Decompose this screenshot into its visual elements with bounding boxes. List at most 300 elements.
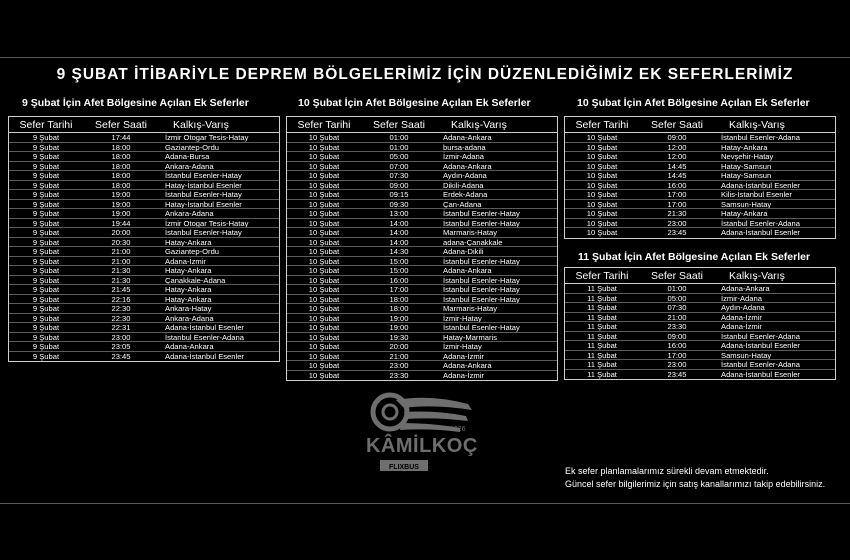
cell-route: İstanbul Esenler-Hatay [165,190,242,199]
cell-route: adana-Çanakkale [443,237,503,246]
cell-time: 19:00 [111,190,131,199]
cell-time: 14:30 [389,247,409,256]
cell-date: 9 Şubat [32,342,60,351]
table-row [287,314,557,324]
cell-date: 11 Şubat [587,303,617,312]
cell-time: 01:00 [389,142,409,152]
section-title-11-subat: 11 Şubat İçin Afet Bölgesine Açılan Ek Seferler [578,251,811,263]
header-time: Sefer Saati [651,270,703,282]
cell-time: 09:30 [389,199,409,209]
table-row [287,285,557,295]
table-row [565,228,835,238]
cell-route: Adana-İstanbul Esenler [165,323,244,332]
cell-date: 11 Şubat [587,360,617,369]
cell-time: 20:30 [111,237,131,247]
table-row [565,313,835,323]
cell-route: İzmir-Adana [443,152,484,161]
cell-date: 9 Şubat [32,323,60,332]
table-row [287,228,557,238]
cell-time: 05:00 [389,152,409,161]
cell-time: 23:45 [111,351,131,361]
cell-route: İstanbul Esenler-Adana [721,331,800,340]
cell-route: Adana-Dikili [443,247,484,256]
cell-route: İstanbul Esenler-Hatay [443,275,520,284]
cell-time: 17:00 [667,350,687,360]
cell-route: Adana-Ankara [165,342,214,351]
cell-date: 10 Şubat [308,304,340,313]
cell-route: Adana-İzmir [443,351,484,360]
cell-time: 21:00 [667,312,687,322]
cell-time: 22:30 [111,304,131,313]
cell-time: 23:00 [111,332,131,342]
cell-time: 14:45 [667,171,687,180]
cell-date: 10 Şubat [308,256,340,266]
table-header [565,268,835,284]
cell-date: 9 Şubat [32,256,60,266]
table-header [287,117,557,133]
cell-route: Aydın-Adana [443,171,487,180]
cell-time: 18:00 [111,171,131,180]
cell-date: 10 Şubat [308,228,340,237]
cell-date: 10 Şubat [586,133,618,142]
table-row [287,361,557,371]
cell-route: Adana-İzmir [721,322,762,331]
cell-date: 10 Şubat [308,218,340,228]
cell-time: 07:00 [389,161,409,171]
cell-date: 10 Şubat [308,161,340,171]
cell-route: Hatay-İstanbul Esenler [165,199,242,208]
cell-time: 07:30 [667,303,687,312]
table-row [287,276,557,286]
cell-date: 10 Şubat [308,171,340,180]
cell-date: 10 Şubat [586,199,618,209]
cell-date: 9 Şubat [32,142,60,152]
cell-route: İstanbul Esenler-Hatay [443,218,520,227]
cell-time: 21:00 [111,256,131,266]
cell-date: 10 Şubat [308,199,340,209]
table-row [287,190,557,200]
table-row [287,304,557,314]
cell-route: İstanbul Esenler-Hatay [443,323,520,332]
table-row [287,266,557,276]
section-title-9-subat: 9 Şubat İçin Afet Bölgesine Açılan Ek Seferler [22,97,249,109]
cell-date: 10 Şubat [586,161,618,171]
cell-route: Adana-Ankara [443,361,492,370]
cell-time: 19:30 [389,332,409,342]
cell-date: 10 Şubat [308,370,340,380]
cell-route: Dikili-Adana [443,180,484,189]
header-route: Kalkış-Varış [729,119,785,131]
cell-time: 07:30 [389,171,409,180]
table-header [9,117,279,133]
header-date: Sefer Tarihi [575,270,629,282]
table-row [565,152,835,162]
cell-time: 01:00 [389,133,409,142]
table-row [9,352,279,362]
table-row [565,303,835,313]
logo-year: 1926 [450,426,466,433]
table-header [565,117,835,133]
cell-date: 10 Şubat [308,237,340,247]
cell-route: İzmir-Adana [721,293,762,302]
cell-date: 9 Şubat [32,294,60,304]
table-row [9,171,279,181]
cell-time: 16:00 [667,341,687,350]
table-row [565,322,835,332]
cell-time: 23:45 [667,228,687,237]
cell-route: Gaziantep-Ordu [165,142,220,151]
table-row [9,133,279,143]
table-row [565,133,835,143]
cell-date: 10 Şubat [308,180,340,190]
cell-route: Adana-Ankara [721,284,770,293]
table-row [9,143,279,153]
table-row [9,247,279,257]
cell-route: Adana-Bursa [165,152,210,161]
cell-route: İstanbul Esenler-Adana [721,133,800,142]
note-line-2: Güncel sefer bilgilerimiz için satış kanallarımızı takip edebilirsiniz. [565,479,826,489]
cell-date: 10 Şubat [308,323,340,332]
cell-route: Çanakkale-Adana [165,275,226,284]
cell-route: Samsun-Hatay [721,199,772,208]
cell-route: Marmaris-Hatay [443,304,498,313]
cell-time: 14:45 [667,161,687,171]
cell-route: İstanbul Esenler-Adana [721,218,800,227]
cell-route: bursa-adana [443,142,486,151]
table-row [565,162,835,172]
table-row [287,162,557,172]
page-title: 9 ŞUBAT İTİBARİYLE DEPREM BÖLGELERİMİZ İÇİN DÜZENLEDİĞİMİZ EK SEFERLERİMİZ [56,66,794,83]
cell-route: İstanbul Esenler-Hatay [165,228,242,237]
table-row [9,238,279,248]
cell-route: Hatay-Ankara [165,266,212,275]
table-row [287,333,557,343]
table-row [287,247,557,257]
cell-time: 09:00 [389,180,409,190]
cell-route: İstanbul Esenler-Hatay [443,285,520,294]
cell-time: 21:45 [111,285,131,294]
cell-date: 10 Şubat [308,313,340,323]
table-row [287,209,557,219]
cell-date: 11 Şubat [587,341,617,350]
cell-date: 9 Şubat [32,247,60,256]
cell-time: 17:00 [389,285,409,294]
table-row [9,342,279,352]
cell-time: 18:00 [111,142,131,152]
cell-time: 19:00 [389,313,409,323]
cell-time: 17:00 [667,199,687,209]
cell-route: Ankara-Hatay [165,304,212,313]
cell-route: Çan-Adana [443,199,482,208]
cell-date: 10 Şubat [586,218,618,228]
table-row [287,238,557,248]
cell-date: 10 Şubat [586,142,618,152]
cell-route: Hatay-Ankara [165,294,212,303]
cell-time: 14:00 [389,237,409,247]
cell-time: 21:30 [111,266,131,275]
cell-route: Erdek-Adana [443,190,488,199]
cell-route: İzmir Otogar Tesis-Hatay [165,133,249,142]
cell-route: Adana-İzmir [165,256,206,265]
cell-route: Adana-İstanbul Esenler [721,341,800,350]
cell-route: Hatay-Marmaris [443,332,498,341]
cell-date: 9 Şubat [32,209,60,218]
cell-date: 10 Şubat [308,342,340,351]
cell-time: 18:00 [111,180,131,190]
cell-date: 10 Şubat [308,332,340,342]
table-row [287,219,557,229]
cell-route: İstanbul Esenler-Hatay [443,294,520,303]
cell-date: 10 Şubat [308,266,340,275]
cell-time: 12:00 [667,142,687,152]
table-row [287,371,557,381]
cell-date: 9 Şubat [32,171,60,180]
cell-time: 19:00 [389,323,409,332]
cell-date: 9 Şubat [32,152,60,161]
cell-date: 9 Şubat [32,133,60,142]
cell-route: Hatay-Ankara [165,285,212,294]
cell-route: İzmir-Hatay [443,342,482,351]
table-row [9,285,279,295]
cell-route: Adana-İzmir [721,312,762,321]
table-row [9,266,279,276]
cell-time: 22:16 [111,294,131,304]
cell-route: Hatay-Samsun [721,171,772,180]
cell-date: 9 Şubat [32,332,60,342]
cell-date: 10 Şubat [308,209,340,218]
cell-date: 10 Şubat [586,190,618,199]
header-time: Sefer Saati [373,119,425,131]
cell-time: 15:00 [389,256,409,266]
cell-time: 19:44 [111,218,131,228]
cell-route: Adana-İzmir [443,370,484,380]
cell-time: 23:30 [667,322,687,331]
cell-route: Adana-Ankara [443,133,492,142]
cell-date: 10 Şubat [308,351,340,361]
cell-date: 10 Şubat [308,294,340,304]
kamilkoc-logo [360,390,490,480]
cell-time: 23:05 [111,342,131,351]
table-row [9,162,279,172]
cell-time: 19:00 [111,209,131,218]
table-row [565,171,835,181]
top-divider [0,57,850,58]
cell-route: İstanbul Esenler-Hatay [443,256,520,265]
cell-time: 23:45 [667,369,687,379]
logo-brand: KÂMİLKOÇ [366,435,478,457]
table-row [287,342,557,352]
cell-route: Adana-İstanbul Esenler [721,369,800,379]
cell-date: 11 Şubat [587,312,617,322]
cell-date: 9 Şubat [32,228,60,237]
cell-date: 10 Şubat [308,152,340,161]
table-row [287,152,557,162]
cell-route: Adana-İstanbul Esenler [721,180,800,189]
schedule-table-10-subat-a [286,116,558,381]
cell-time: 21:00 [111,247,131,256]
cell-time: 09:00 [667,133,687,142]
table-row [9,304,279,314]
table-row [287,181,557,191]
cell-route: İstanbul Esenler-Hatay [443,209,520,218]
cell-time: 14:00 [389,218,409,228]
header-route: Kalkış-Varış [451,119,507,131]
cell-route: Samsun-Hatay [721,350,772,359]
cell-route: Hatay-Samsun [721,161,772,170]
cell-time: 16:00 [389,275,409,285]
cell-date: 9 Şubat [32,161,60,171]
table-row [9,219,279,229]
header-route: Kalkış-Varış [173,119,229,131]
cell-date: 10 Şubat [308,275,340,285]
section-title-10-subat-b: 10 Şubat İçin Afet Bölgesine Açılan Ek Seferler [577,97,810,109]
table-row [9,181,279,191]
table-row [565,351,835,361]
section-title-10-subat-a: 10 Şubat İçin Afet Bölgesine Açılan Ek Seferler [298,97,531,109]
cell-time: 16:00 [667,180,687,190]
cell-date: 9 Şubat [32,199,60,209]
table-row [287,295,557,305]
table-row [9,257,279,267]
logo-flixbus: FLIXBUS [389,464,419,471]
cell-time: 21:00 [389,351,409,361]
table-row [9,276,279,286]
cell-time: 15:00 [389,266,409,275]
cell-route: İstanbul Esenler-Adana [721,360,800,369]
table-row [565,284,835,294]
table-row [565,370,835,380]
cell-time: 23:00 [667,360,687,369]
cell-time: 09:00 [667,331,687,341]
cell-date: 10 Şubat [308,190,340,199]
table-row [565,181,835,191]
table-row [565,143,835,153]
schedule-table-11-subat [564,267,836,380]
table-row [287,171,557,181]
cell-route: Adana-İstanbul Esenler [165,351,244,361]
header-time: Sefer Saati [651,119,703,131]
cell-date: 9 Şubat [32,266,60,275]
table-row [9,295,279,305]
cell-date: 10 Şubat [586,180,618,190]
table-row [565,190,835,200]
table-row [287,352,557,362]
cell-date: 10 Şubat [586,152,618,161]
header-date: Sefer Tarihi [297,119,351,131]
cell-route: Adana-Ankara [443,266,492,275]
cell-time: 22:31 [111,323,131,332]
cell-route: Nevşehir-Hatay [721,152,774,161]
table-row [287,133,557,143]
cell-time: 18:00 [111,161,131,171]
header-route: Kalkış-Varış [729,270,785,282]
cell-route: Hatay-İstanbul Esenler [165,180,242,189]
table-row [9,200,279,210]
cell-date: 11 Şubat [587,284,617,293]
cell-time: 20:00 [389,342,409,351]
cell-route: Hatay-Ankara [721,142,768,151]
header-time: Sefer Saati [95,119,147,131]
cell-date: 10 Şubat [586,209,618,218]
cell-date: 10 Şubat [308,133,340,142]
cell-route: Hatay-Ankara [721,209,768,218]
cell-time: 18:00 [389,304,409,313]
bottom-divider [0,503,850,504]
table-row [287,200,557,210]
table-row [565,360,835,370]
cell-time: 17:44 [111,133,131,142]
table-row [565,341,835,351]
cell-route: Aydın-Adana [721,303,765,312]
cell-time: 22:30 [111,313,131,323]
cell-date: 9 Şubat [32,180,60,190]
cell-date: 10 Şubat [586,228,618,237]
cell-time: 23:00 [389,361,409,370]
cell-time: 09:15 [389,190,409,199]
cell-date: 9 Şubat [32,285,60,294]
cell-time: 01:00 [667,284,687,293]
cell-route: Gaziantep-Ordu [165,247,220,256]
cell-date: 9 Şubat [32,313,60,323]
cell-date: 9 Şubat [32,190,60,199]
cell-route: Ankara-Adana [165,209,214,218]
cell-date: 11 Şubat [587,350,617,360]
table-row [565,200,835,210]
cell-time: 18:00 [111,152,131,161]
cell-date: 9 Şubat [32,275,60,285]
cell-date: 9 Şubat [32,218,60,228]
cell-time: 05:00 [667,293,687,303]
cell-time: 23:00 [667,218,687,228]
cell-date: 10 Şubat [308,247,340,256]
cell-route: İzmir-Hatay [443,313,482,322]
cell-route: İstanbul Esenler-Hatay [165,171,242,180]
table-row [287,323,557,333]
table-row [9,152,279,162]
cell-route: Hatay-Ankara [165,237,212,246]
note-line-1: Ek sefer planlamalarımız sürekli devam etmektedir. [565,466,769,476]
cell-date: 10 Şubat [308,361,340,370]
kamilkoc-emblem-icon [360,390,490,480]
cell-date: 9 Şubat [32,351,60,361]
cell-time: 13:00 [389,209,409,218]
cell-time: 14:00 [389,228,409,237]
cell-time: 17:00 [667,190,687,199]
cell-route: Kilis-İstanbul Esenler [721,190,792,199]
header-date: Sefer Tarihi [575,119,629,131]
table-row [565,219,835,229]
table-row [9,190,279,200]
cell-route: Marmaris-Hatay [443,228,498,237]
cell-date: 11 Şubat [587,322,617,331]
cell-route: İstanbul Esenler-Adana [165,332,244,341]
cell-time: 19:00 [111,199,131,209]
cell-route: Adana-Ankara [443,161,492,170]
table-row [9,333,279,343]
cell-date: 10 Şubat [586,171,618,180]
cell-route: İzmir Otogar Tesis-Hatay [165,218,249,227]
table-row [287,143,557,153]
cell-date: 11 Şubat [587,331,617,341]
cell-date: 11 Şubat [587,293,617,303]
table-row [565,332,835,342]
cell-time: 18:00 [389,294,409,304]
cell-route: Ankara-Adana [165,313,214,322]
table-row [565,209,835,219]
cell-time: 23:30 [389,370,409,380]
cell-date: 9 Şubat [32,237,60,247]
cell-time: 20:00 [111,228,131,237]
